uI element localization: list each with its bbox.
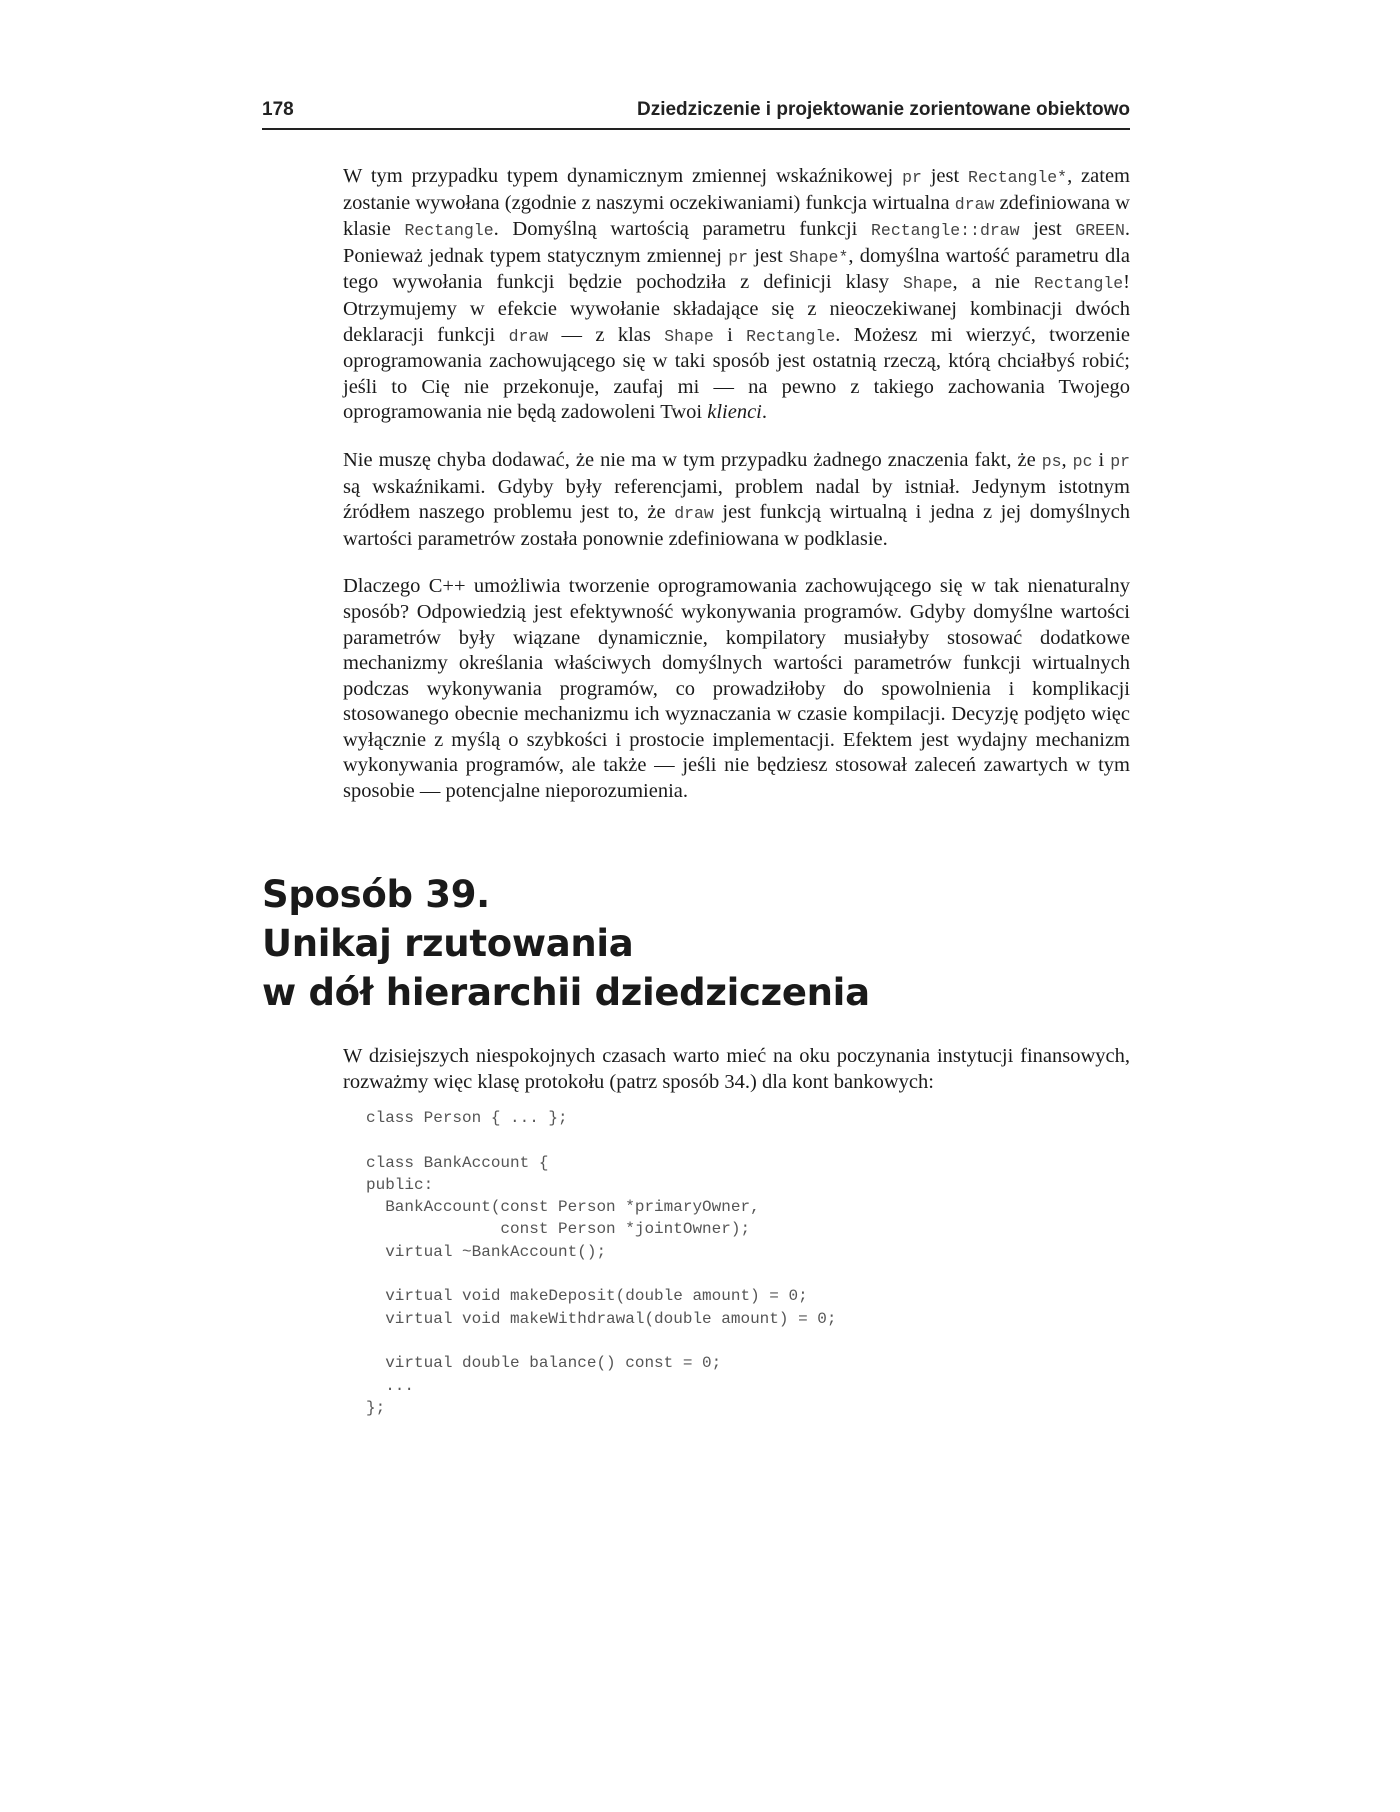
page-number: 178 [262,99,294,120]
text-run: jest [1019,218,1076,241]
code-line: public: [366,1175,434,1194]
text-run: Nie muszę chyba dodawać, że nie ma w tym przypadku żadnego znaczenia fakt, że [343,448,1042,471]
code-listing [366,1107,1126,1419]
text-run: ! Otrzymujemy w efekcie wywołanie składające się z nieoczekiwanej kombinacji dwóch deklaracji funkcji [343,271,1130,346]
inline-code: ps [1041,451,1062,471]
code-line: }; [366,1398,386,1417]
text-run: Dlaczego C++ umożliwia tworzenie oprogramowania zachowującego się w tak nienaturalny sposób? Odpowiedzią jest efektywność wykonywania programów. Gdyby domyślne wartości parametrów były wiązane dynamicznie, kompilatory musiałyby stosować dodatkowe mechanizmy określania właściwych domyślnych wartości parametrów funkcji wirtualnych podczas wykonywania programów, co prowadziłoby do spowolnienia i komplikacji stosowanego obecnie mechanizmu ich wyznaczania w czasie kompilacji. Decyzję podjęto więc wyłącznie z myślą o szybkości i prostocie implementacji. Efektem jest wydajny mechanizm wykonywania programów, ale także — jeśli nie będziesz stosował zaleceń zawartych w tym sposobie — potencjalne nieporozumienia. [343,575,1130,803]
text-run: . Ponieważ jednak typem statycznym zmiennej [343,218,1130,267]
text-run: jest [748,244,789,267]
text-run: zdefiniowana w klasie [343,191,1130,241]
italic-text: klienci [707,401,762,424]
inline-code: draw [508,326,549,346]
code-line: const Person *jointOwner); [366,1220,751,1239]
inline-code: Rectangle [404,221,494,241]
inline-code: draw [674,504,714,524]
code-line [366,1263,1126,1285]
code-line: class Person { ... }; [366,1109,568,1127]
inline-code: Rectangle [1034,274,1124,294]
inline-code: pc [1072,451,1093,471]
inline-code: pr [902,168,922,187]
inline-code: Shape* [788,247,849,267]
running-title: Dziedziczenie i projektowanie zorientowane obiektowo [636,99,1130,120]
text-run: są wskaźnikami. Gdyby były referencjami, problem nadal by istniał. Jedynym istotnym źródłem naszego problemu jest to, że [343,475,1130,524]
inline-code: Rectangle* [968,168,1068,187]
section-heading-line: w dół hierarchii dziedziczenia [262,971,870,1014]
text-run: jest [921,165,969,187]
text-run: — z klas [548,323,665,346]
text-run: . Możesz mi wierzyć, tworzenie oprogramowania zachowującego się w taki sposób jest ostatnią rzeczą, którą chciałbyś robić; jeśli to Cię nie przekonuje, zaufaj mi — na pewno z takiego zachowania Twojego oprogramowania nie będą zadowoleni Twoi [343,323,1130,424]
code-line [366,1330,1126,1352]
code-line: virtual ~BankAccount(); [366,1242,607,1261]
text-run: jest funkcją wirtualną i jedna z jej domyślnych wartości parametrów została ponownie zdefiniowana w podklasie. [343,501,1130,550]
text-run: i [1092,448,1111,471]
inline-code: draw [954,194,995,214]
text-run: W tym przypadku typem dynamicznym zmiennej wskaźnikowej [343,165,903,187]
section-heading-line: Sposób 39. [262,873,490,916]
section-heading [262,870,1130,1017]
section-heading-line: Unikaj rzutowania [262,922,634,965]
text-run: , [1061,448,1073,471]
code-line: class BankAccount { [366,1153,549,1172]
body-text [343,164,1130,827]
code-line: virtual void makeWithdrawal(double amount) = 0; [366,1309,837,1328]
code-line [366,1129,1126,1151]
inline-code: GREEN [1075,221,1125,241]
inline-code: pr [1110,451,1130,471]
code-line: BankAccount(const Person *primaryOwner, [366,1198,760,1217]
paragraph [343,574,1130,804]
text-run: i [713,323,747,346]
inline-code: Shape [903,274,953,294]
text-run: , zatem zostanie wywołana (zgodnie z naszymi oczekiwaniami) funkcja wirtualna [343,165,1130,214]
inline-code: Rectangle [746,326,836,346]
paragraph [343,448,1130,552]
inline-code: pr [728,247,749,267]
paragraph [343,164,1130,426]
inline-code: Rectangle::draw [871,221,1020,241]
text-run: , domyślna wartość parametru dla tego wywołania funkcji będzie pochodziła z definicji klasy [343,244,1131,294]
text-run: , a nie [952,271,1035,294]
inline-code: Shape [664,326,714,346]
intro-paragraph: W dzisiejszych niespokojnych czasach warto mieć na oku poczynania instytucji finansowych, rozważmy więc klasę protokołu (patrz sposób 34.) dla kont bankowych: [343,1045,1130,1093]
code-line: virtual double balance() const = 0; [366,1354,722,1373]
text-run: . Domyślną wartością parametru funkcji [493,218,872,241]
code-line: ... [366,1376,415,1395]
running-header [262,96,1130,130]
code-line: virtual void makeDeposit(double amount) = 0; [366,1287,808,1306]
text-run: . [761,401,767,424]
